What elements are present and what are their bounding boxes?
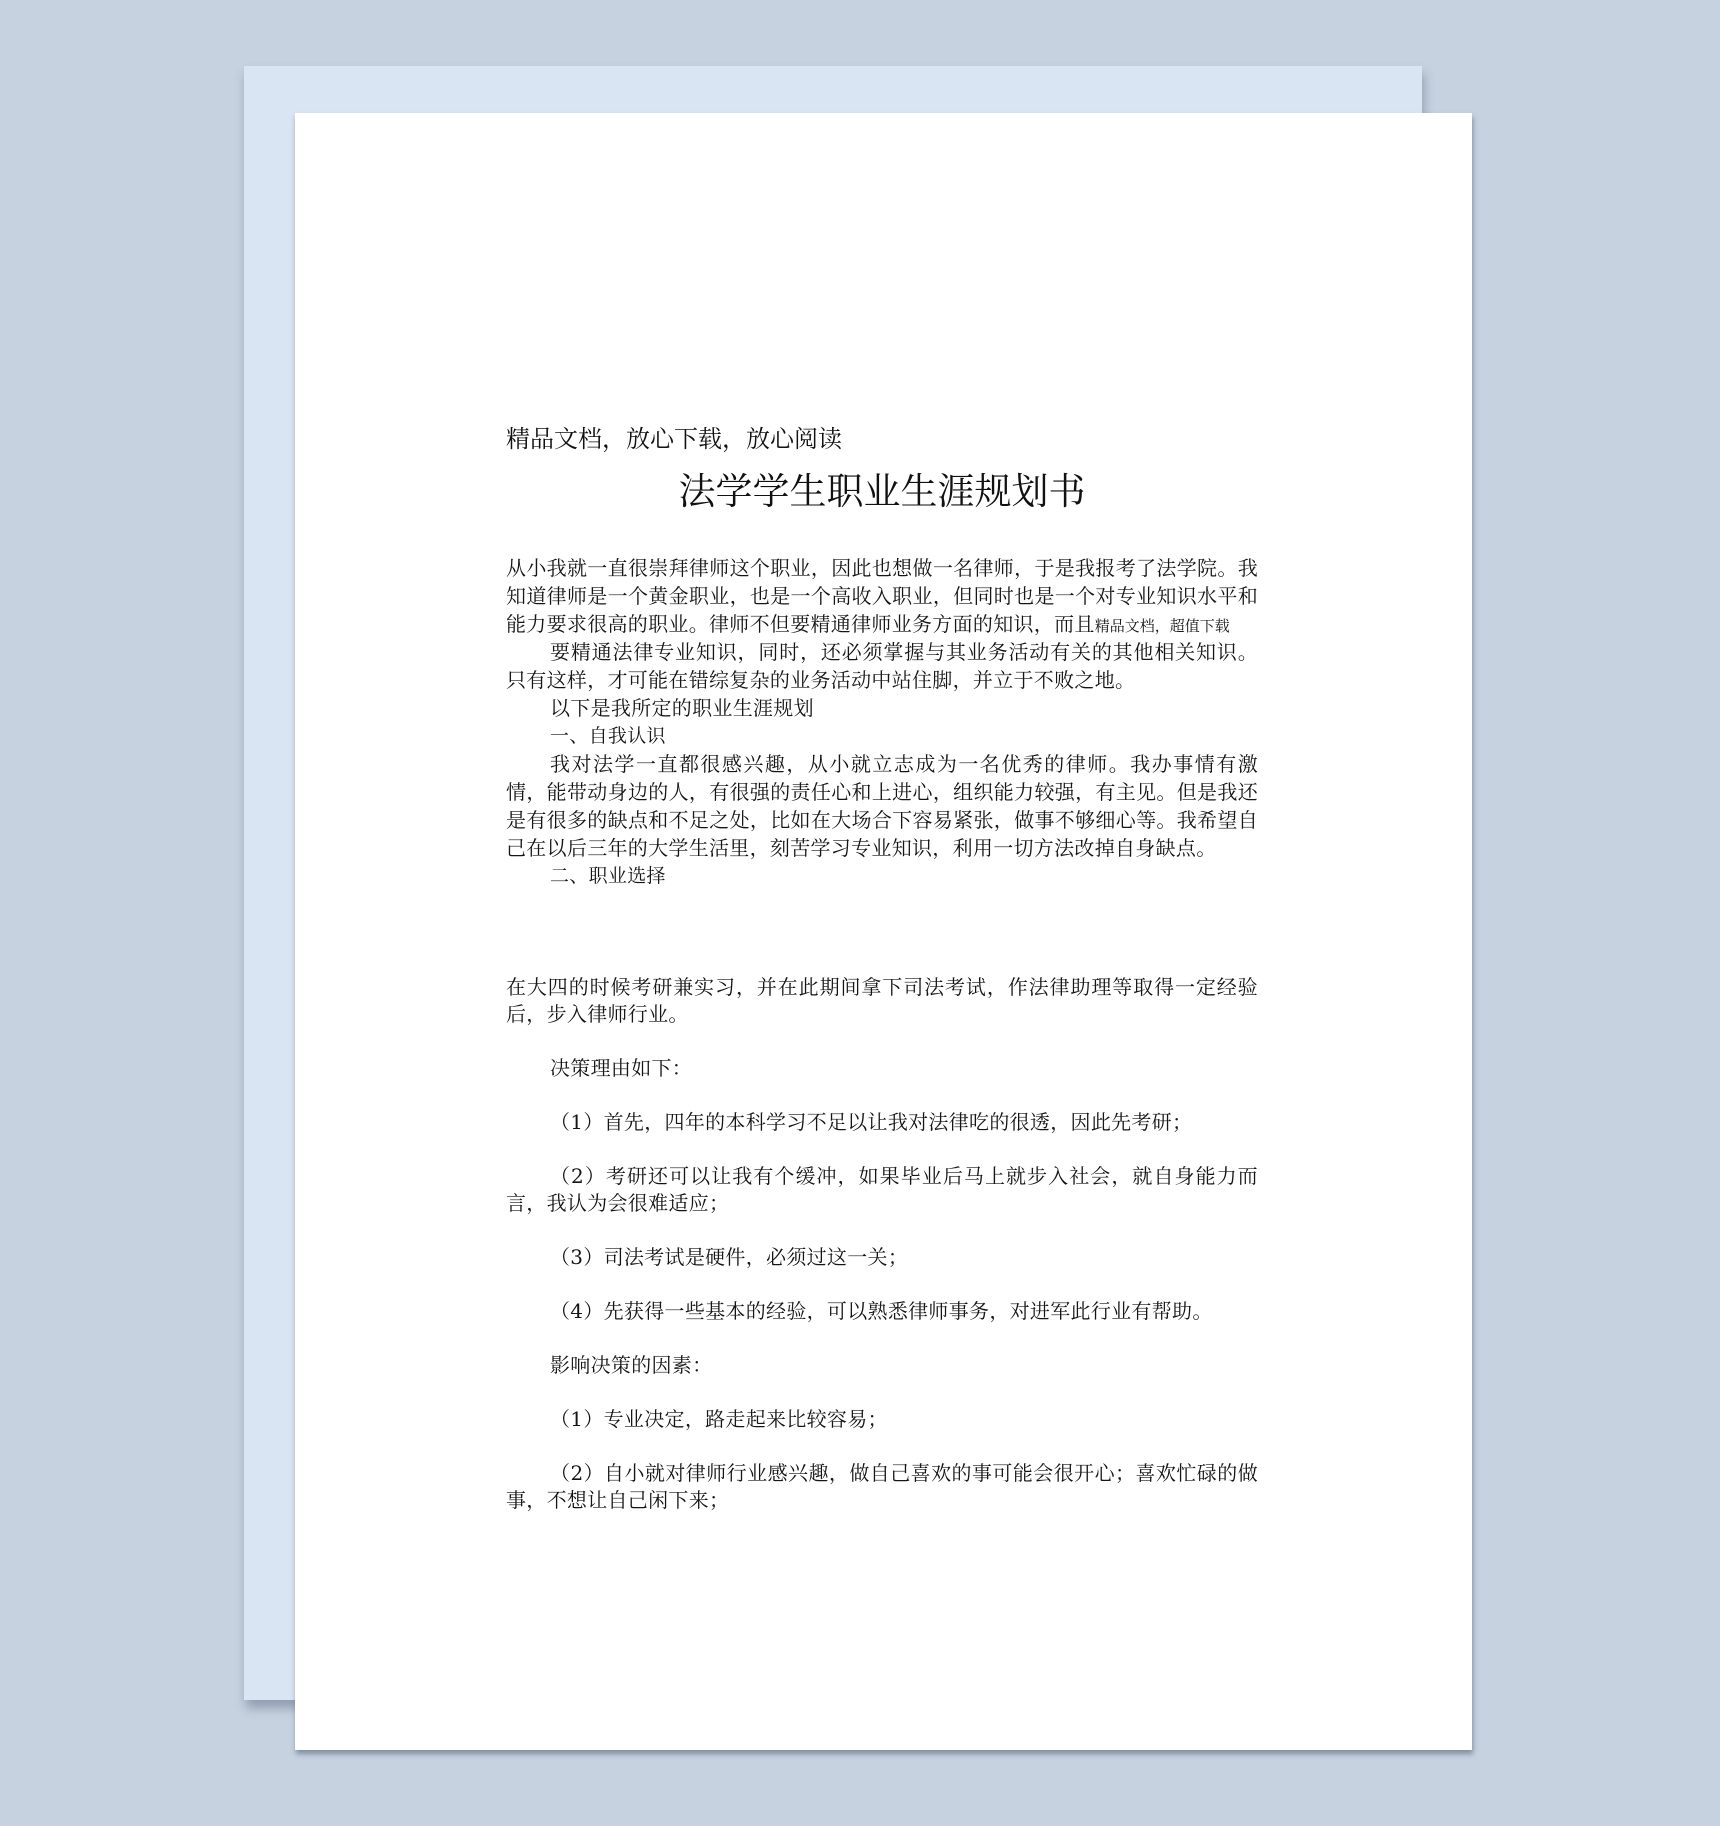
reasons-label: 决策理由如下： xyxy=(550,1056,693,1080)
reason-item: （3）司法考试是硬件，必须过这一关； xyxy=(550,1245,909,1269)
section-1-text: 我对法学一直都很感兴趣，从小就立志成为一名优秀的律师。我办事情有激情，能带动身边的人，有很强的责任心和上进心，组织能力较强，有主见。但是我还是有很多的缺点和不足之处，比如在大场合下容易紧张，做事不够细心等。我希望自己在以后三年的大学生活里，刻苦学习专业知识，利用一切方法改掉自身缺点。 xyxy=(506,752,1258,860)
intro-paragraph-2: 要精通法律专业知识，同时，还必须掌握与其业务活动有关的其他相关知识。只有这样，才可能在错综复杂的业务活动中站住脚，并立于不败之地。 xyxy=(506,640,1258,692)
watermark-inline-text: 精品文档，超值下载 xyxy=(1094,617,1230,635)
factors-label: 影响决策的因素： xyxy=(550,1353,713,1377)
factor-item: （1）专业决定，路走起来比较容易； xyxy=(550,1407,888,1431)
intro-paragraph-1-text: 从小我就一直很崇拜律师这个职业，因此也想做一名律师，于是我报考了法学院。我知道律师是一个黄金职业，也是一个高收入职业，但同时也是一个对专业知识水平和能力要求很高的职业。律师不但要精通律师业务方面的知识，而且 xyxy=(506,556,1258,636)
section-2-heading: 二、职业选择 xyxy=(550,865,666,887)
career-choice-paragraph: 在大四的时候考研兼实习，并在此期间拿下司法考试，作法律助理等取得一定经验后，步入律师行业。 xyxy=(506,975,1258,1026)
factor-item: （2）自小就对律师行业感兴趣，做自己喜欢的事可能会很开心；喜欢忙碌的做事，不想让自己闲下来； xyxy=(506,1461,1258,1512)
reason-item: （2）考研还可以让我有个缓冲，如果毕业后马上就步入社会，就自身能力而言，我认为会很难适应； xyxy=(506,1164,1258,1215)
reason-item: （4）先获得一些基本的经验，可以熟悉律师事务，对进军此行业有帮助。 xyxy=(550,1299,1213,1323)
header-note: 精品文档，放心下载，放心阅读 xyxy=(506,425,842,453)
intro-paragraph-3: 以下是我所定的职业生涯规划 xyxy=(550,696,814,720)
section-1-heading: 一、自我认识 xyxy=(550,725,666,747)
document-title: 法学学生职业生涯规划书 xyxy=(678,470,1086,513)
reason-item: （1）首先，四年的本科学习不足以让我对法律吃的很透，因此先考研； xyxy=(550,1110,1193,1134)
intro-paragraph-1 xyxy=(506,554,1258,638)
document-body-lower xyxy=(506,974,1258,1541)
document-body-upper xyxy=(506,554,1258,890)
